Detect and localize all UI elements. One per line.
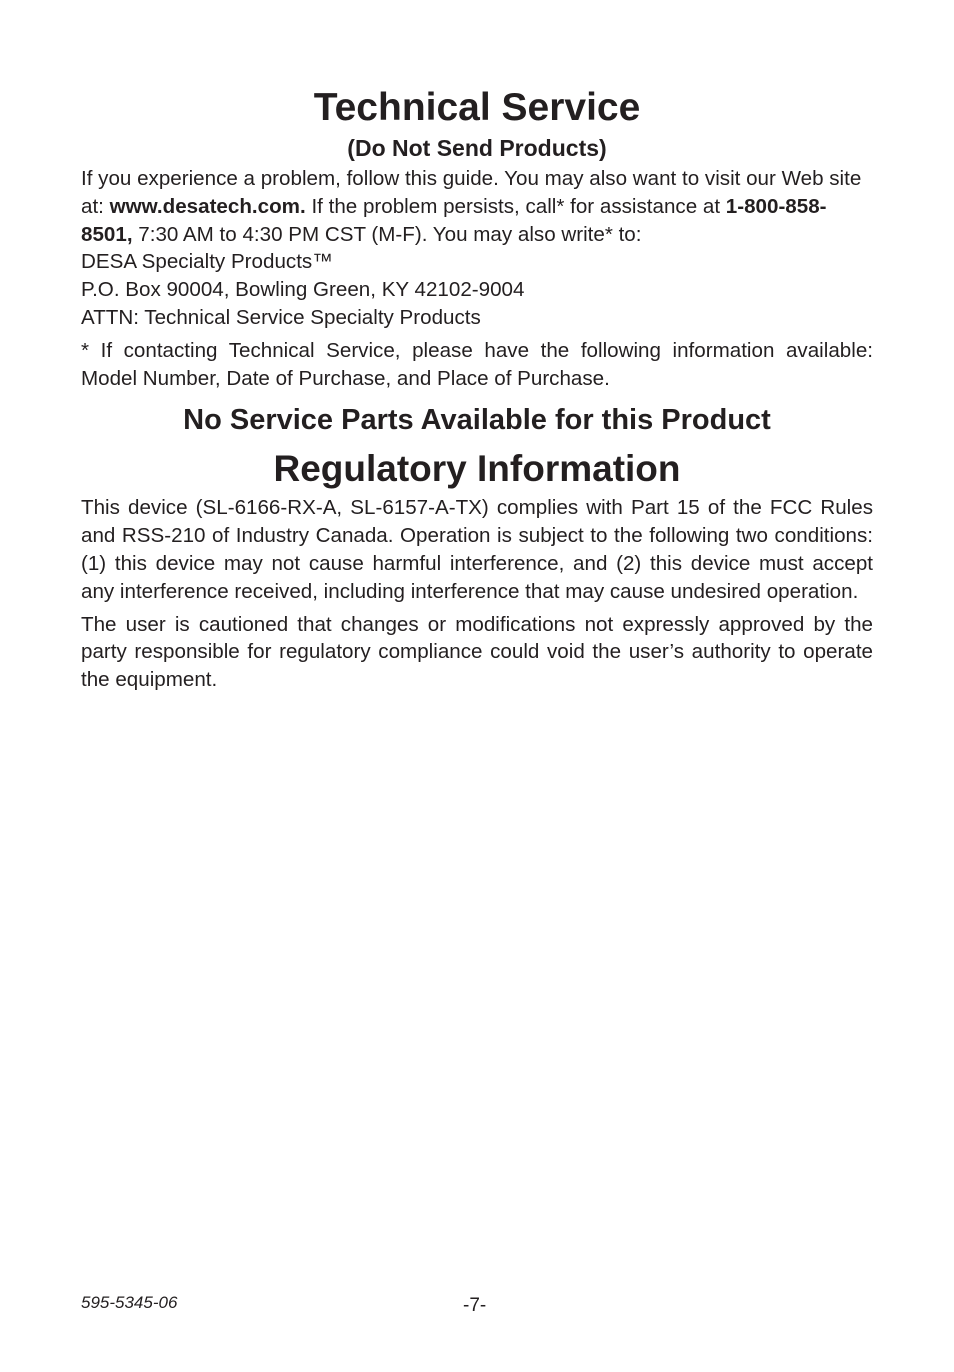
regulatory-title: Regulatory Information — [273, 448, 681, 490]
intro-text-3: 7:30 AM to 4:30 PM CST (M-F). You may also write* to: — [132, 222, 642, 246]
technical-service-intro — [81, 165, 873, 248]
technical-service-subtitle: (Do Not Send Products) — [347, 135, 607, 161]
intro-text-1: If you experience a problem, follow this guide. You may also want to visit our Web site at: — [81, 167, 862, 218]
address-line-attn: ATTN: Technical Service Specialty Products — [81, 305, 481, 329]
phone-number: 1-800-858-8501, — [81, 194, 827, 246]
address-line-po-box: P.O. Box 90004, Bowling Green, KY 42102-9004 — [81, 278, 525, 302]
page-content — [81, 86, 873, 694]
no-service-parts-heading: No Service Parts Available for this Product — [183, 404, 771, 437]
document-number: 595-5345-06 — [81, 1293, 178, 1312]
intro-text-2: If the problem persists, call* for assistance at — [305, 194, 726, 218]
regulatory-paragraph-1: This device (SL-6166-RX-A, SL-6157-A-TX) complies with Part 15 of the FCC Rules and RSS-210 of Industry Canada. Operation is subject to the following two conditions: (1) this device may not cause harmful interference, and (2) this device must accept any interference received, including interference that may cause undesired operation. — [81, 496, 873, 603]
address-line-company: DESA Specialty Products™ — [81, 250, 333, 274]
website-link[interactable]: www.desatech.com. — [109, 194, 306, 218]
contact-note: * If contacting Technical Service, please have the following information available: Model Number, Date of Purchase, and Place of Purchase. — [81, 338, 873, 390]
regulatory-paragraph-2: The user is cautioned that changes or modifications not expressly approved by the party responsible for regulatory compliance could void the user’s authority to operate the equipment. — [81, 612, 873, 692]
page-number: -7- — [463, 1295, 487, 1316]
technical-service-title: Technical Service — [313, 86, 641, 129]
